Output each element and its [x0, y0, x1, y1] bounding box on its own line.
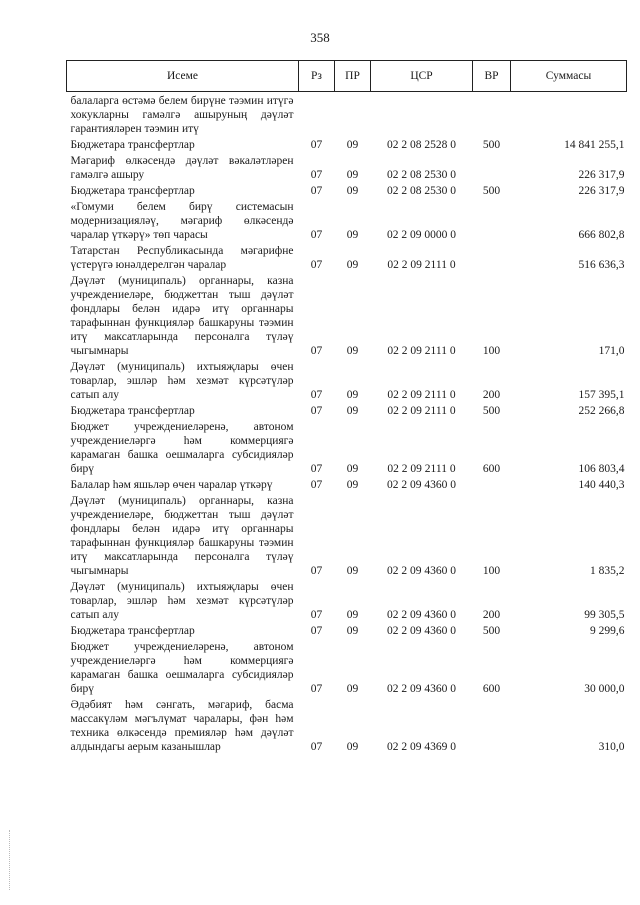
cell-vr: 500	[482, 625, 501, 637]
cell-rz: 07	[310, 405, 323, 417]
cell-rz: 07	[310, 741, 323, 753]
cell-sum: 252 266,8	[578, 405, 625, 417]
table-row	[67, 359, 627, 403]
cell-pr	[335, 92, 371, 138]
cell-csr: 02 2 09 2111 0	[387, 463, 456, 475]
cell-rz: 07	[310, 479, 323, 491]
table-row	[67, 183, 627, 199]
cell-name: Бюджет учреждениеләренә, автоном учреждениеләргә һәм коммерциягә карамаган башка оешмаларга субсидияләр бирү	[70, 641, 294, 695]
cell-rz: 07	[310, 345, 323, 357]
cell-sum: 106 803,4	[578, 463, 625, 475]
cell-name: Бюджетара трансфертлар	[70, 185, 195, 197]
cell-rz: 07	[310, 683, 323, 695]
cell-sum: 516 636,3	[578, 259, 625, 271]
header-sum: Суммасы	[511, 61, 627, 92]
cell-name: Дәүләт (муниципаль) органнары, казна учреждениеләре, бюджеттан тыш дәүләт фондлары белән идарә итү органнары тарафыннан функцияләр башкаруны тәэмин итү максатларында персоналга түләү чыгымнары	[70, 495, 294, 577]
page-number: 358	[310, 30, 330, 45]
cell-pr: 09	[346, 565, 359, 577]
cell-pr: 09	[346, 259, 359, 271]
table-row	[67, 92, 627, 138]
cell-csr: 02 2 09 2111 0	[387, 389, 456, 401]
header-csr: ЦСР	[371, 61, 473, 92]
cell-rz: 07	[310, 389, 323, 401]
cell-vr: 600	[482, 683, 501, 695]
table-header	[67, 61, 627, 92]
cell-vr: 500	[482, 185, 501, 197]
cell-pr: 09	[346, 463, 359, 475]
cell-name: Әдәбият һәм сәнгать, мәгариф, басма массакүләм мәгълүмат чаралары, фән һәм техника өлкәсендә премияләр һәм дәүләт алдындагы аерым казанышлар	[70, 699, 294, 753]
cell-name: Бюджет учреждениеләренә, автоном учреждениеләргә һәм коммерциягә карамаган башка оешмаларга субсидияләр бирү	[70, 421, 294, 475]
cell-rz	[299, 92, 335, 138]
cell-vr	[473, 477, 511, 493]
cell-vr	[473, 243, 511, 273]
cell-vr: 200	[482, 609, 501, 621]
cell-sum: 226 317,9	[578, 169, 625, 181]
table-row	[67, 493, 627, 579]
cell-sum: 14 841 255,1	[564, 139, 625, 151]
header-rz: Рз	[299, 61, 335, 92]
cell-rz: 07	[310, 139, 323, 151]
cell-vr: 600	[482, 463, 501, 475]
cell-rz: 07	[310, 565, 323, 577]
cell-pr: 09	[346, 609, 359, 621]
cell-name: Татарстан Республикасында мәгарифне үстерүгә юнәлдерелгән чаралар	[70, 245, 294, 271]
cell-pr: 09	[346, 625, 359, 637]
cell-vr: 200	[482, 389, 501, 401]
header-pr: ПР	[335, 61, 371, 92]
cell-rz: 07	[310, 169, 323, 181]
cell-csr: 02 2 09 2111 0	[387, 345, 456, 357]
budget-table	[66, 60, 627, 755]
cell-pr: 09	[346, 185, 359, 197]
cell-vr	[473, 697, 511, 755]
cell-vr	[473, 199, 511, 243]
cell-csr: 02 2 09 4360 0	[387, 479, 456, 491]
cell-name: Бюджетара трансфертлар	[70, 625, 195, 637]
cell-rz: 07	[310, 463, 323, 475]
cell-vr: 500	[482, 405, 501, 417]
header-vr: ВР	[473, 61, 511, 92]
table-row	[67, 243, 627, 273]
cell-csr: 02 2 08 2530 0	[387, 169, 456, 181]
cell-pr: 09	[346, 229, 359, 241]
table-row	[67, 403, 627, 419]
scan-edge-marks	[9, 830, 12, 890]
cell-name: Балалар һәм яшьләр өчен чаралар үткәрү	[70, 479, 273, 491]
table-row	[67, 697, 627, 755]
cell-vr: 100	[482, 565, 501, 577]
cell-sum: 140 440,3	[578, 479, 625, 491]
table-row	[67, 199, 627, 243]
table-row	[67, 579, 627, 623]
cell-csr: 02 2 09 2111 0	[387, 405, 456, 417]
cell-sum: 1 835,2	[590, 565, 625, 577]
cell-csr: 02 2 08 2530 0	[387, 185, 456, 197]
cell-sum: 99 305,5	[584, 609, 625, 621]
cell-sum: 171,0	[598, 345, 625, 357]
cell-pr: 09	[346, 389, 359, 401]
table-row	[67, 639, 627, 697]
cell-pr: 09	[346, 683, 359, 695]
cell-name: Дәүләт (муниципаль) ихтыяҗлары өчен товарлар, эшләр һәм хезмәт күрсәтүләр сатып алу	[70, 361, 294, 401]
cell-pr: 09	[346, 169, 359, 181]
cell-name: Мәгариф өлкәсендә дәүләт вәкаләтләрен гамәлгә ашыру	[70, 155, 294, 181]
table-body	[67, 92, 627, 756]
table-row	[67, 623, 627, 639]
cell-csr: 02 2 09 4360 0	[387, 609, 456, 621]
cell-sum: 226 317,9	[578, 185, 625, 197]
table-row	[67, 477, 627, 493]
table-row	[67, 273, 627, 359]
cell-pr: 09	[346, 405, 359, 417]
cell-vr	[473, 92, 511, 138]
cell-name: балаларга өстәмә белем бирүне тәэмин итүгә хокукларны гамәлгә ашыруның дәүләт гарантияләрен тәэмин итү	[70, 95, 294, 135]
cell-pr: 09	[346, 139, 359, 151]
header-name: Исеме	[67, 61, 299, 92]
cell-sum: 30 000,0	[584, 683, 625, 695]
cell-name: Бюджетара трансфертлар	[70, 139, 195, 151]
cell-rz: 07	[310, 185, 323, 197]
cell-vr: 100	[482, 345, 501, 357]
cell-csr: 02 2 09 2111 0	[387, 259, 456, 271]
cell-csr: 02 2 09 4369 0	[387, 741, 456, 753]
table-row	[67, 419, 627, 477]
cell-name: Бюджетара трансфертлар	[70, 405, 195, 417]
cell-csr	[371, 92, 473, 138]
cell-rz: 07	[310, 259, 323, 271]
cell-name: Дәүләт (муниципаль) ихтыяҗлары өчен товарлар, эшләр һәм хезмәт күрсәтүләр сатып алу	[70, 581, 294, 621]
cell-rz: 07	[310, 229, 323, 241]
table-row	[67, 153, 627, 183]
cell-name: Дәүләт (муниципаль) органнары, казна учреждениеләре, бюджеттан тыш дәүләт фондлары белән идарә итү органнары тарафыннан функцияләр башкаруны тәэмин итү максатларында персоналга түләү чыгымнары	[70, 275, 294, 357]
cell-name: «Гомуми белем бирү системасын модернизацияләү, мәгариф өлкәсендә чаралар үткәрү» төп чарасы	[70, 201, 294, 241]
cell-csr: 02 2 09 0000 0	[387, 229, 456, 241]
cell-sum: 157 395,1	[578, 389, 625, 401]
cell-vr: 500	[482, 139, 501, 151]
cell-pr: 09	[346, 479, 359, 491]
cell-rz: 07	[310, 625, 323, 637]
cell-pr: 09	[346, 345, 359, 357]
cell-csr: 02 2 09 4360 0	[387, 625, 456, 637]
cell-sum: 310,0	[598, 741, 625, 753]
cell-rz: 07	[310, 609, 323, 621]
cell-sum	[511, 92, 627, 138]
cell-csr: 02 2 09 4360 0	[387, 565, 456, 577]
table-row	[67, 137, 627, 153]
cell-csr: 02 2 09 4360 0	[387, 683, 456, 695]
cell-sum: 666 802,8	[578, 229, 625, 241]
cell-pr: 09	[346, 741, 359, 753]
cell-csr: 02 2 08 2528 0	[387, 139, 456, 151]
cell-vr	[473, 153, 511, 183]
cell-sum: 9 299,6	[590, 625, 625, 637]
